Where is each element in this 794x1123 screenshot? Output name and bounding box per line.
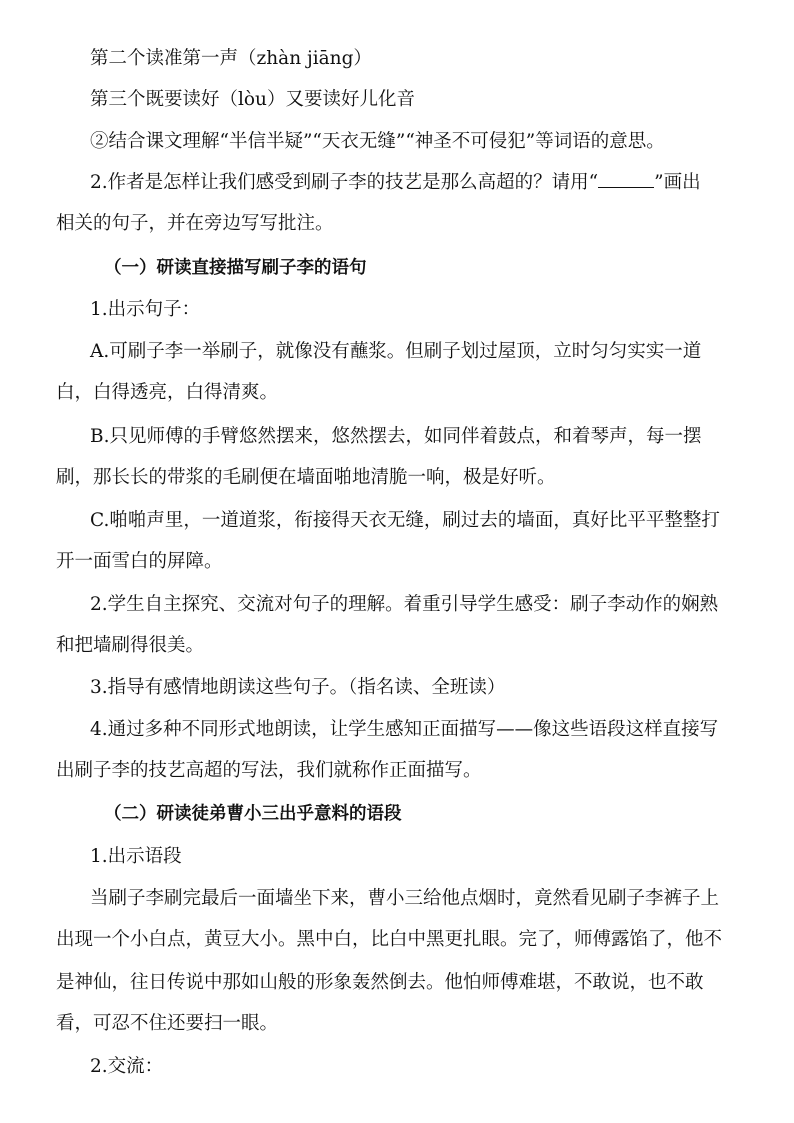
paragraph-line: 刷，那长长的带浆的毛刷便在墙面啪地清脆一响，极是好听。 — [56, 467, 556, 488]
paragraph-line: 1.出示语段 — [90, 846, 182, 867]
paragraph-line: 第二个读准第一声（zhàn jiāng） — [90, 48, 372, 69]
paragraph-line: 2.交流： — [90, 1056, 164, 1077]
paragraph-line: 相关的句子，并在旁边写写批注。 — [56, 213, 334, 234]
line-text: ”画出 — [654, 172, 701, 193]
line-text: 2.作者是怎样让我们感受到刷子李的技艺是那么高超的？请用“ — [90, 172, 599, 193]
paragraph-line: 白，白得透亮，白得清爽。 — [56, 382, 279, 403]
paragraph-line: 出现一个小白点，黄豆大小。黑中白，比白中黑更扎眼。完了，师傅露馅了，他不 — [56, 929, 723, 950]
section-heading: （二）研读徒弟曹小三出乎意料的语段 — [104, 804, 402, 824]
paragraph-line: 4.通过多种不同形式地朗读，让学生感知正面描写——像这些语段这样直接写 — [90, 719, 719, 740]
paragraph-line: ②结合课文理解“半信半疑”“天衣无缝”“神圣不可侵犯”等词语的意思。 — [90, 131, 665, 152]
paragraph-line: 当刷子李刷完最后一面墙坐下来，曹小三给他点烟时，竟然看见刷子李裤子上 — [90, 888, 720, 909]
section-heading: （一）研读直接描写刷子李的语句 — [104, 258, 367, 278]
paragraph-line: 2.学生自主探究、交流对句子的理解。着重引导学生感受：刷子李动作的娴熟 — [90, 594, 719, 615]
paragraph-line: 1.出示句子： — [90, 299, 201, 320]
paragraph-line: 第三个既要读好（lòu）又要读好儿化音 — [90, 89, 415, 110]
paragraph-line: 出刷子李的技艺高超的写法，我们就称作正面描写。 — [56, 760, 482, 781]
paragraph-line: 看，可忍不住还要扫一眼。 — [56, 1013, 279, 1034]
paragraph-line: 开一面雪白的屏障。 — [56, 551, 223, 572]
paragraph-line: A.可刷子李一举刷子，就像没有蘸浆。但刷子划过屋顶，立时匀匀实实一道 — [90, 341, 702, 362]
paragraph-line — [90, 171, 780, 195]
paragraph-line: C.啪啪声里，一道道浆，衔接得天衣无缝，刷过去的墙面，真好比平平整整打 — [90, 510, 720, 531]
paragraph-line: 和把墙刷得很美。 — [56, 635, 205, 656]
underline-blank — [598, 171, 654, 188]
paragraph-line: 3.指导有感情地朗读这些句子。（指名读、全班读） — [90, 677, 506, 698]
paragraph-line: B.只见师傅的手臂悠然摆来，悠然摆去，如同伴着鼓点，和着琴声，每一摆 — [90, 426, 702, 447]
paragraph-line: 是神仙，往日传说中那如山般的形象轰然倒去。他怕师傅难堪，不敢说，也不敢 — [56, 972, 704, 993]
